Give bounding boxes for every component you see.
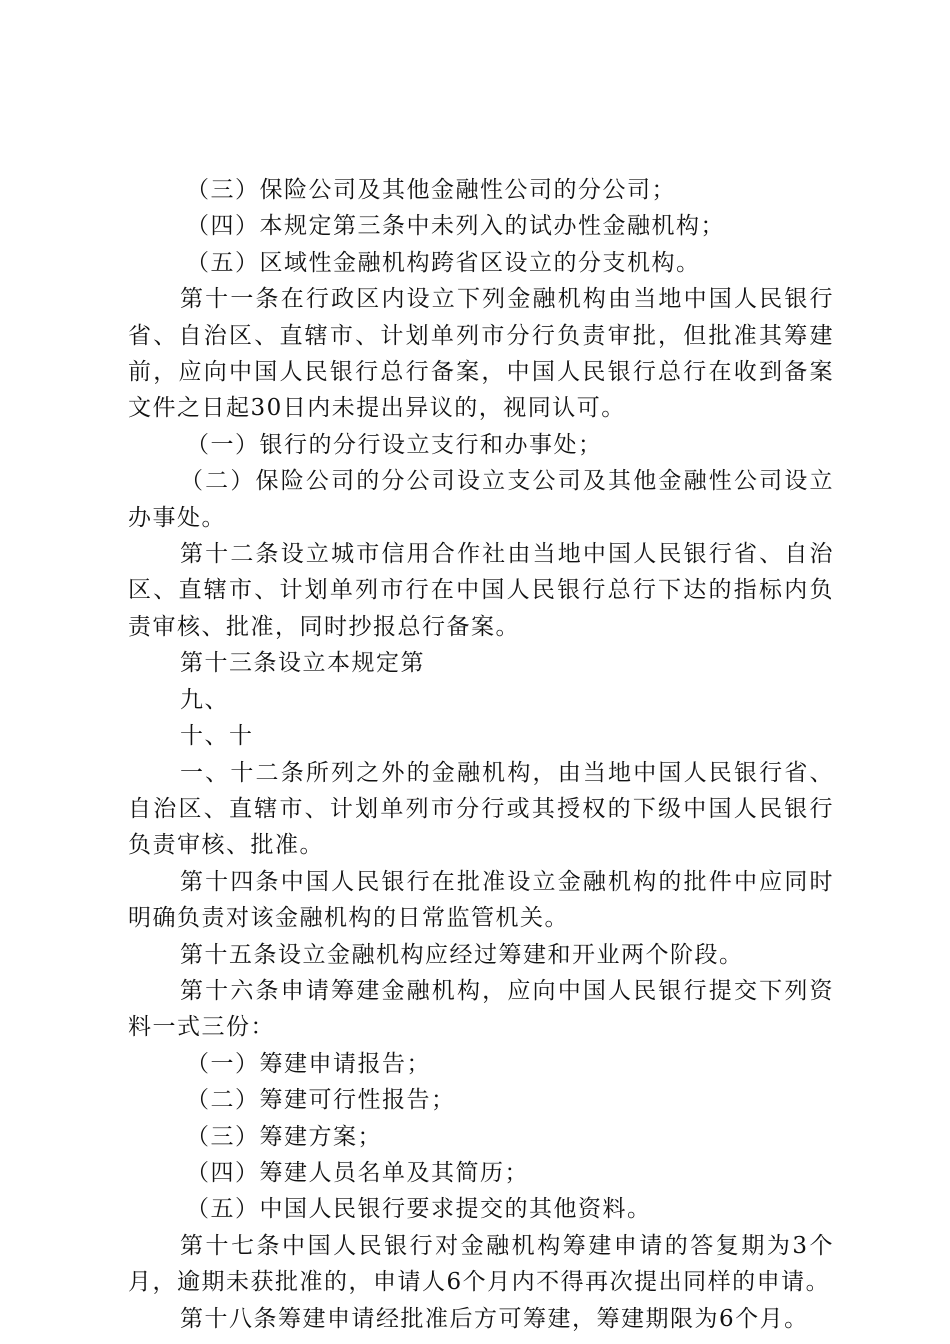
article-15-paragraph: 第十五条设立金融机构应经过筹建和开业两个阶段。 [180, 941, 744, 968]
list-item-2: （二）筹建可行性报告； [186, 1087, 456, 1114]
list-item-1: （一）筹建申请报告； [186, 1050, 431, 1077]
list-item-3: （三）筹建方案； [186, 1123, 382, 1150]
article-12-paragraph: 第十二条设立城市信用合作社由当地中国人民银行省、自治区、直辖市、计划单列市行在中国人民银行总行下达的指标内负责审核、批准，同时抄报总行备案。 [128, 541, 834, 640]
article-13-paragraph: 第十三条设立本规定第 [180, 650, 425, 677]
article-13-fragment-nine: 九、 [180, 686, 229, 713]
list-item-5: （五）中国人民银行要求提交的其他资料。 [186, 1196, 652, 1223]
article-14-paragraph: 第十四条中国人民银行在批准设立金融机构的批件中应同时明确负责对该金融机构的日常监管机关。 [128, 868, 834, 932]
article-17-paragraph: 第十七条中国人民银行对金融机构筹建申请的答复期为3个月，逾期未获批准的，申请人6个月内不得再次提出同样的申请。 [128, 1232, 834, 1296]
document-body [128, 172, 834, 1337]
paragraph-item-2: （二）保险公司的分公司设立支公司及其他金融性公司设立办事处。 [128, 468, 834, 531]
article-11-paragraph: 第十一条在行政区内设立下列金融机构由当地中国人民银行省、自治区、直辖市、计划单列市分行负责审批，但批准其筹建前，应向中国人民银行总行备案，中国人民银行总行在收到备案文件之日起30日内未提出异议的，视同认可。 [128, 286, 834, 422]
paragraph-item-1: （一）银行的分行设立支行和办事处； [186, 431, 603, 458]
paragraph-item-5: （五）区域性金融机构跨省区设立的分支机构。 [186, 249, 701, 276]
paragraph-item-3: （三）保险公司及其他金融性公司的分公司； [186, 177, 676, 203]
article-13-fragment-ten: 十、十 [180, 723, 254, 750]
article-13-continuation: 一、十二条所列之外的金融机构，由当地中国人民银行省、自治区、直辖市、计划单列市分行或其授权的下级中国人民银行负责审核、批准。 [128, 759, 834, 859]
article-18-paragraph: 第十八条筹建申请经批准后方可筹建，筹建期限为6个月。 [180, 1305, 809, 1332]
list-item-4: （四）筹建人员名单及其简历； [186, 1159, 529, 1186]
article-16-paragraph: 第十六条申请筹建金融机构，应向中国人民银行提交下列资料一式三份： [128, 977, 834, 1041]
paragraph-item-4: （四）本规定第三条中未列入的试办性金融机构； [186, 213, 725, 240]
